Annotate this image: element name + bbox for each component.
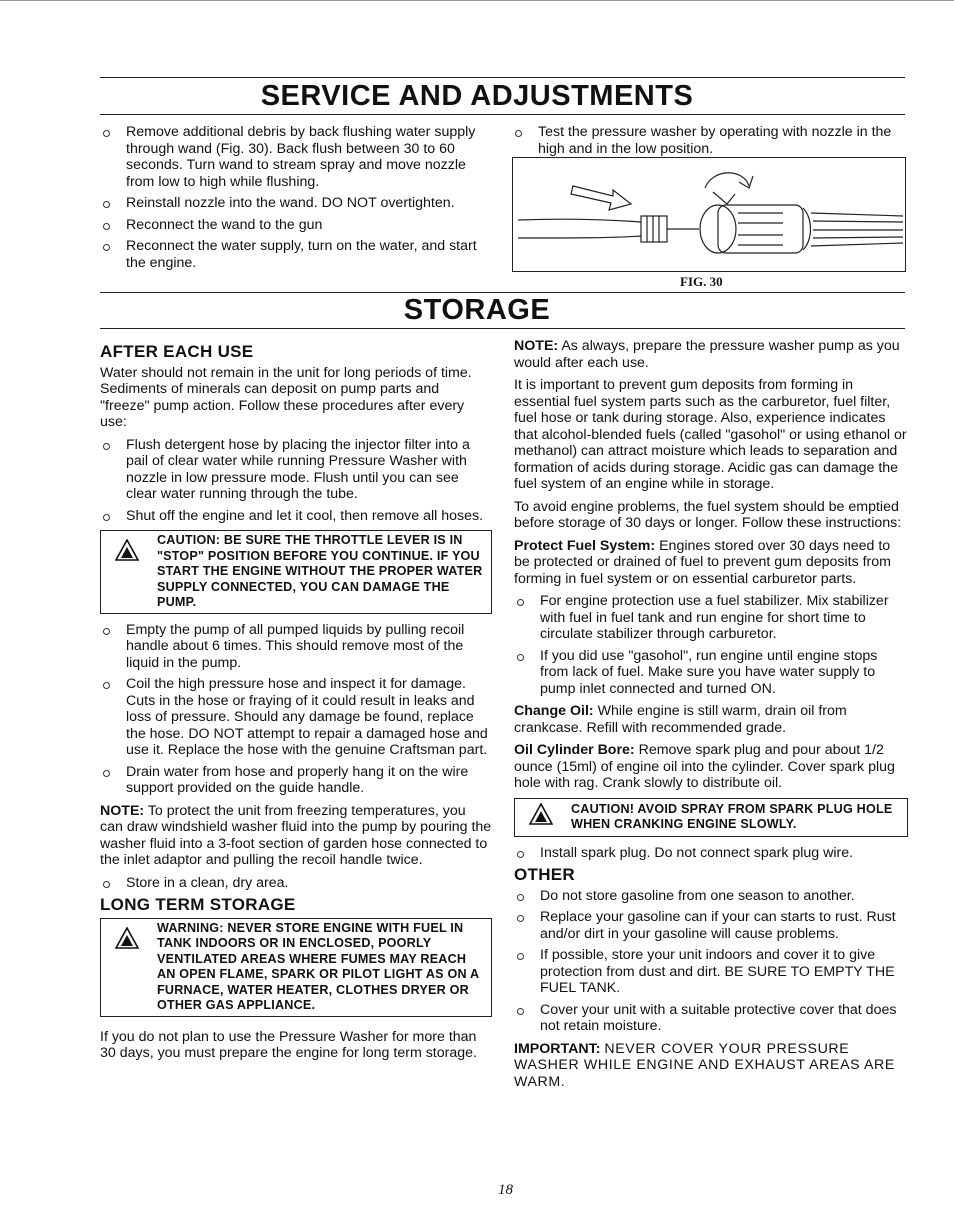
cylinder-bore-text: Remove spark plug and pour about 1/2 ounce (15ml) of engine oil into the cylinder. Cover spark plug hole with rag. Crank slowly to distribute oil. [514, 742, 895, 791]
note-text: As always, prepare the pressure washer pump as you would after each use. [514, 338, 900, 371]
service-heading: SERVICE AND ADJUSTMENTS [260, 80, 694, 112]
note-label: NOTE: [514, 338, 559, 354]
storage-heading: STORAGE [403, 294, 551, 326]
paragraph: Water should not remain in the unit for long periods of time. Sediments of minerals can deposit on pump parts and "freeze" pump action. Follow these procedures after every use: [100, 364, 472, 430]
caution-box [514, 798, 908, 837]
long-term-storage-heading: LONG TERM STORAGE [100, 895, 296, 914]
change-oil-text: While engine is still warm, drain oil from crankcase. Refill with recommended grade. [514, 703, 847, 736]
list-item: Do not store gasoline from one season to another. [514, 888, 908, 905]
important-paragraph [514, 1041, 908, 1091]
caution-text: CAUTION! AVOID SPRAY FROM SPARK PLUG HOLE WHEN CRANKING ENGINE SLOWLY. [571, 801, 893, 831]
list-item: Install spark plug. Do not connect spark plug wire. [514, 845, 908, 862]
storage-right-column [514, 338, 908, 1096]
warning-text: WARNING: NEVER STORE ENGINE WITH FUEL IN TANK INDOORS OR IN ENCLOSED, POORLY VENTILATED AREAS WHERE FUMES MAY REACH AN OPEN FLAME, SPARK OR PILOT LIGHT AS ON A FURNACE, WATER HEATER, CLOTHES DRYER OR OTHER GAS APPLIANCE. [157, 920, 479, 1012]
important-text: NEVER COVER YOUR PRESSURE WASHER WHILE ENGINE AND EXHAUST AREAS ARE WARM. [514, 1040, 895, 1090]
paragraph: To avoid engine problems, the fuel system should be emptied before storage of 30 days or longer. Follow these instructions: [514, 498, 902, 531]
warning-box [100, 918, 492, 1017]
page-number: 18 [498, 1182, 513, 1198]
cylinder-bore-label: Oil Cylinder Bore: [514, 742, 635, 758]
list-item: Test the pressure washer by operating with nozzle in the high and in the low position. [512, 124, 906, 157]
wand-nozzle-illustration [513, 158, 905, 271]
storage-rule-bottom [100, 328, 905, 329]
paragraph: If you do not plan to use the Pressure Washer for more than 30 days, you must prepare the engine for long term storage. [100, 1028, 477, 1061]
list-item: Replace your gasoline can if your can starts to rust. Rust and/or dirt in your gasoline will cause problems. [514, 909, 908, 942]
service-left-column [100, 124, 492, 277]
header-rule-bottom [100, 114, 905, 115]
top-scan-line [0, 0, 954, 4]
warning-triangle-icon [529, 803, 553, 825]
note-label: NOTE: [100, 802, 145, 819]
list-item: Flush detergent hose by placing the injector filter into a pail of clear water while running Pressure Washer with nozzle in low pressure mode. Flush until you can see clear water running through the tube. [100, 437, 492, 503]
storage-rule-top [100, 292, 905, 293]
list-item: Reconnect the wand to the gun [100, 217, 492, 234]
storage-left-column [100, 342, 492, 1068]
list-item: If you did use "gasohol", run engine until engine stops from lack of fuel. Make sure you have water supply to pump inlet connected and turned ON. [514, 648, 908, 698]
note-text: To protect the unit from freezing temperatures, you can draw windshield washer fluid into the pump by pouring the washer fluid into a 3-foot section of garden hose connected to the inlet adaptor and pulling the recoil handle twice. [100, 802, 492, 868]
figure-30 [512, 157, 906, 272]
list-item: Cover your unit with a suitable protective cover that does not retain moisture. [514, 1002, 908, 1035]
list-item: Reconnect the water supply, turn on the water, and start the engine. [100, 238, 492, 271]
protect-fuel-label: Protect Fuel System: [514, 537, 656, 554]
list-item: Drain water from hose and properly hang it on the wire support provided on the guide handle. [100, 764, 492, 797]
protect-fuel-paragraph [514, 538, 908, 588]
other-heading: OTHER [514, 865, 575, 884]
paragraph: It is important to prevent gum deposits from forming in essential fuel system parts such as the carburetor, fuel filter, fuel hose or tank during storage. Also, experience indicates that alcohol-blended fuels (called "gasohol" or using ethanol or methanol) can attract moisture which leads to separation and formation of acids during storage. Acidic gas can damage the fuel system of an engine while in storage. [514, 377, 907, 492]
change-oil-label: Change Oil: [514, 703, 594, 719]
list-item: Store in a clean, dry area. [100, 875, 492, 892]
list-item: Empty the pump of all pumped liquids by pulling recoil handle about 6 times. This should remove most of the liquid in the pump. [100, 622, 492, 672]
figure-caption: FIG. 30 [680, 274, 723, 289]
caution-box [100, 530, 492, 614]
list-item: Coil the high pressure hose and inspect it for damage. Cuts in the hose or fraying of it could result in leaks and loss of pressure. Should any damage be found, replace the hose. DO NOT attempt to repair a damaged hose and use it. Replace the hose with the genuine Craftsman part. [100, 676, 492, 759]
list-item: Reinstall nozzle into the wand. DO NOT overtighten. [100, 195, 492, 212]
warning-triangle-icon [115, 927, 139, 949]
protect-fuel-text: Engines stored over 30 days need to be protected or drained of fuel to prevent gum deposits from forming in fuel system or on essential carburetor parts. [514, 537, 891, 587]
note-paragraph [100, 803, 492, 869]
after-each-use-heading: AFTER EACH USE [100, 342, 254, 361]
note-paragraph [514, 338, 908, 371]
list-item: Remove additional debris by back flushing water supply through wand (Fig. 30). Back flush between 30 to 60 seconds. Turn wand to stream spray and move nozzle from low to high while flushing. [100, 124, 492, 190]
list-item: For engine protection use a fuel stabilizer. Mix stabilizer with fuel in fuel tank and run engine for short time to circulate stabilizer through carburetor. [514, 593, 908, 643]
list-item: If possible, store your unit indoors and cover it to give protection from dust and dirt. BE SURE TO EMPTY THE FUEL TANK. [514, 947, 908, 997]
warning-triangle-icon [115, 539, 139, 561]
list-item: Shut off the engine and let it cool, then remove all hoses. [100, 508, 492, 525]
important-label: IMPORTANT: [514, 1040, 601, 1057]
header-rule-top [100, 77, 905, 78]
caution-text: CAUTION: BE SURE THE THROTTLE LEVER IS IN "STOP" POSITION BEFORE YOU CONTINUE. IF YOU START THE ENGINE WITHOUT THE PROPER WATER SUPPLY CONNECTED, YOU CAN DAMAGE THE PUMP. [157, 533, 483, 609]
change-oil-paragraph [514, 703, 908, 736]
cylinder-bore-paragraph [514, 742, 908, 792]
